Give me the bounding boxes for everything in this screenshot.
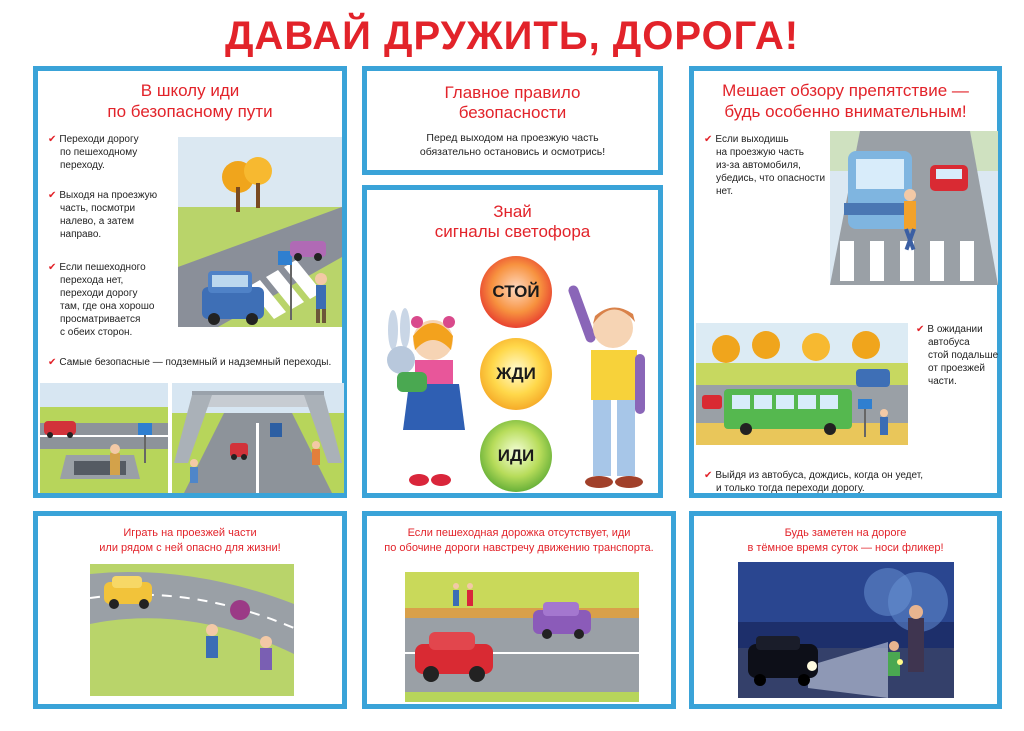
panel-night-reflector <box>689 511 1002 709</box>
illustration-bus-stop <box>696 323 908 445</box>
bullet-look: ✔ Выходя на проезжую часть, посмотри налево, а затем направо. <box>48 190 158 240</box>
illustration-underpass <box>40 383 168 493</box>
bullet-no-crossing: ✔ Если пешеходного перехода нет, переходи дорогу там, где она хорошо просматривается с обеих сторон. <box>48 262 155 338</box>
page-title: ДАВАЙ ДРУЖИТЬ, ДОРОГА! <box>224 14 800 58</box>
play-text-line2: или рядом с ней опасно для жизни! <box>99 542 281 554</box>
check-icon: ✔ <box>704 134 713 145</box>
panel-title-line2: сигналы светофора <box>434 222 591 241</box>
traffic-light-yellow: ЖДИ <box>480 338 552 410</box>
rule-text-line2: обязательно остановись и осмотрись! <box>419 146 606 158</box>
check-icon: ✔ <box>916 324 925 335</box>
panel-title-line1: Мешает обзору препятствие — <box>722 81 969 100</box>
panel-play-danger <box>33 511 347 709</box>
illustration-roadside-walk <box>405 572 639 702</box>
panel-school-route <box>33 66 347 498</box>
path-text-line1: Если пешеходная дорожка отсутствует, иди <box>407 527 631 539</box>
path-text-line2: по обочине дороги навстречу движению транспорта. <box>384 542 654 554</box>
bullet-crossing: ✔ Переходи дорогу по пешеходному переходу. <box>48 134 139 171</box>
illustration-overpass <box>172 383 344 493</box>
illustration-behind-car <box>830 131 998 285</box>
play-text-line1: Играть на проезжей части <box>123 527 257 539</box>
check-icon: ✔ <box>48 190 57 201</box>
check-icon: ✔ <box>48 357 57 368</box>
panel-title-line2: по безопасному пути <box>107 102 273 121</box>
bullet-after-bus: ✔ Выйдя из автобуса, дождись, когда он уедет, и только тогда переходи дорогу. <box>704 470 923 494</box>
illustration-children-playing <box>90 564 294 696</box>
panel-walk-shoulder <box>362 511 676 709</box>
illustration-girl-with-bunny <box>373 300 473 495</box>
illustration-crosswalk <box>178 137 342 327</box>
panel-title-line1: Знай <box>493 202 532 221</box>
panel-traffic-signals <box>362 185 663 498</box>
check-icon: ✔ <box>48 134 57 145</box>
check-icon: ✔ <box>704 470 713 481</box>
traffic-light-green: ИДИ <box>480 420 552 492</box>
panel-obstacle <box>689 66 1002 498</box>
traffic-light-red: СТОЙ <box>480 256 552 328</box>
panel-title-line1: Главное правило <box>444 83 581 102</box>
rule-text-line1: Перед выходом на проезжую часть <box>426 132 599 144</box>
bullet-bus-wait: ✔ В ожидании автобуса стой подальше от проезжей части. <box>916 324 999 387</box>
panel-title-line2: безопасности <box>458 103 567 122</box>
night-text-line2: в тёмное время суток — носи фликер! <box>747 542 944 554</box>
bullet-safest-crossings: ✔ Самые безопасные — подземный и надземный переходы. <box>48 357 332 368</box>
panel-title-line1: В школу иди <box>140 81 240 100</box>
illustration-boy-waving <box>563 276 659 496</box>
panel-title-line2: будь особенно внимательным! <box>724 102 967 121</box>
night-text-line1: Будь заметен на дороге <box>784 527 907 539</box>
illustration-night-road <box>738 562 954 698</box>
check-icon: ✔ <box>48 262 57 273</box>
panel-main-rule <box>362 66 663 175</box>
bullet-behind-car: ✔ Если выходишь на проезжую часть из-за автомобиля, убедись, что опасности нет. <box>704 134 826 197</box>
